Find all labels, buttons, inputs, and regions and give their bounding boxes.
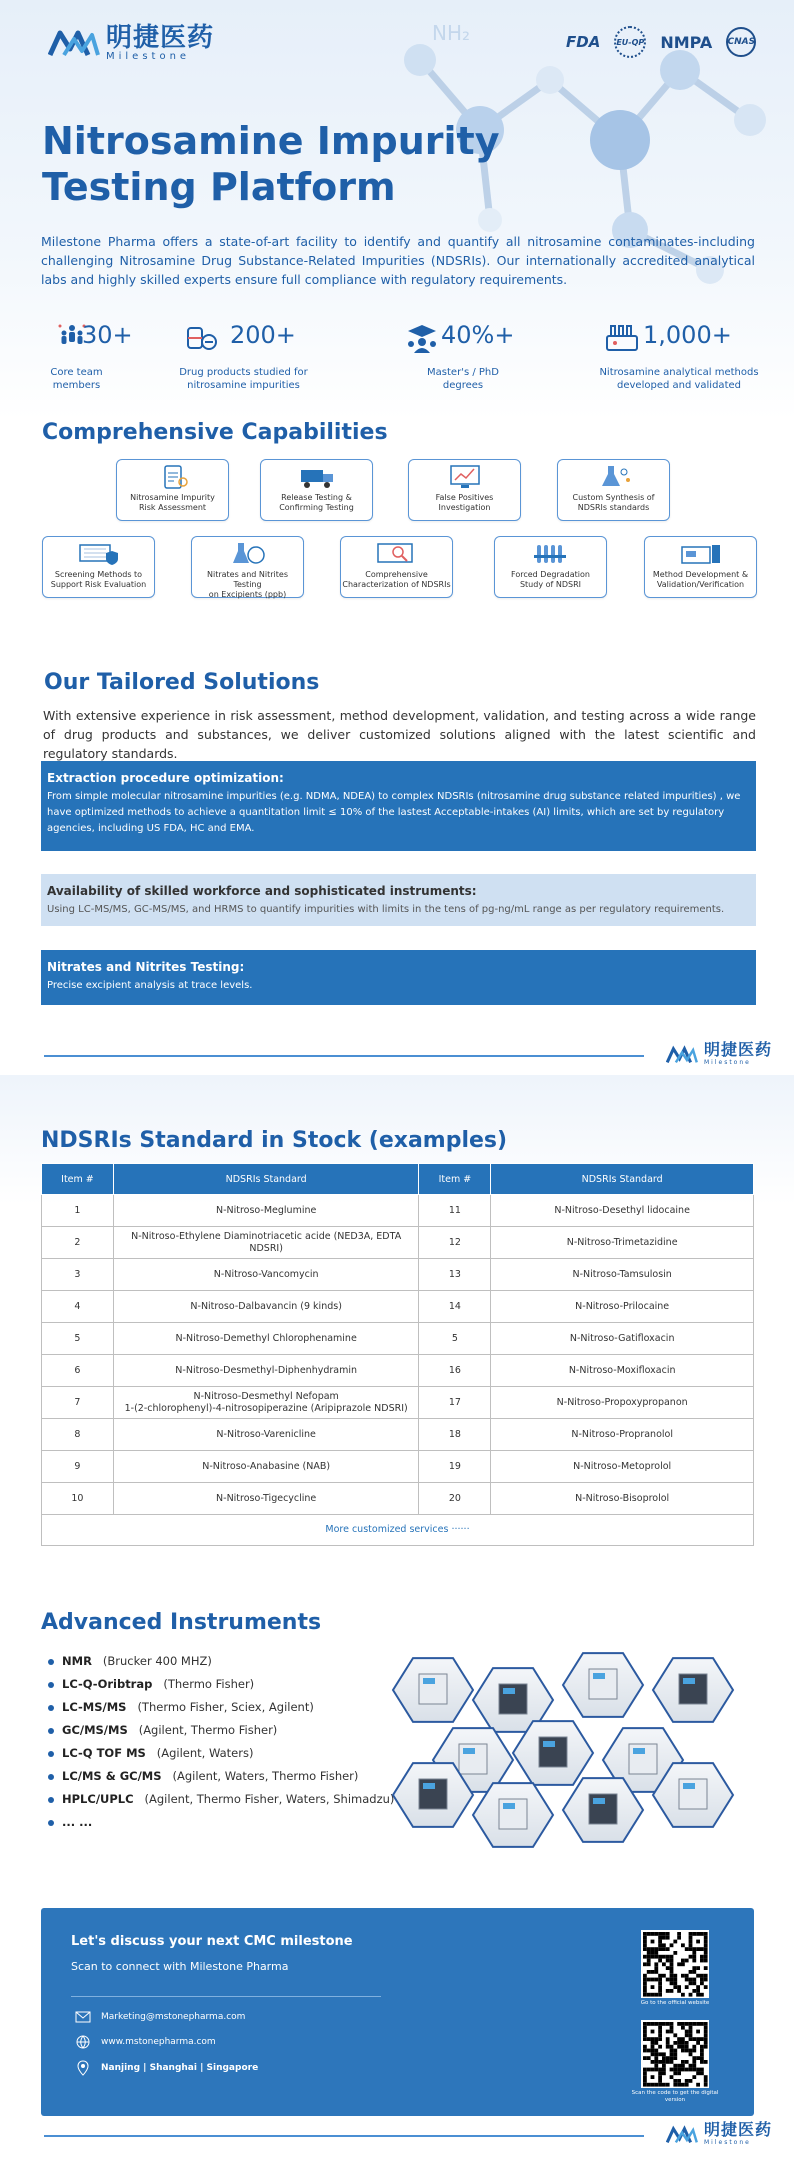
instrument-screen [593,1673,605,1679]
instrument-item: HPLC/UPLC (Agilent, Thermo Fisher, Waters, Shimadzu) [48,1788,408,1811]
table-cell: 17 [419,1387,491,1419]
stat-drugs-num: 200+ [230,321,296,349]
cert-logos [566,26,756,58]
cap-nitrates-testing: Nitrates and Nitrites Testing on Excipients (ppb) [191,536,304,598]
instrument-screen [503,1803,515,1809]
standards-title: NDSRIs Standard in Stock (examples) [41,1128,508,1153]
stat-methods-label: Nitrosamine analytical methods developed and validated [599,367,759,391]
solution-desc: From simple molecular nitrosamine impurities (e.g. NDMA, NDEA) to complex NDSRIs (nitrosamine drug substance related impurities) , we have optimized methods to achieve a quantitation limit ≤ 10% of the lastest Acceptable-intakes (AI) limits, which are set by regulatory agencies, including US FDA, HC and EMA. [47,791,741,834]
instrument-screen [683,1678,695,1684]
solution-desc: Using LC-MS/MS, GC-MS/MS, and HRMS to quantify impurities with limits in the tens of pg-ng/mL range as per regulatory requirements. [47,904,725,915]
bullet-icon [48,1705,54,1711]
cnas-logo: CNAS [726,27,756,57]
table-cell: 8 [42,1419,114,1451]
table-cell: 10 [42,1483,114,1515]
footer-logo: 明捷医药 Milestone [666,1042,772,1068]
table-row [42,1483,754,1515]
table-header: Item # [419,1164,491,1195]
contact-web[interactable]: www.mstonepharma.com [75,2035,216,2049]
table-cell: 4 [42,1291,114,1323]
title-line-2: Testing Platform [42,165,396,209]
cap-forced-degradation: Forced Degradation Study of NDSRI [494,536,607,598]
contact-locations: Nanjing | Shanghai | Singapore [75,2060,258,2076]
table-cell: N-Nitroso-Tamsulosin [491,1259,754,1291]
milestone-logo-icon [48,27,100,59]
solution-extraction [41,761,756,851]
bullet-icon [48,1774,54,1780]
table-row [42,1323,754,1355]
stat-degrees-label: Master's / PhD degrees [427,367,499,391]
solution-title: Nitrates and Nitrites Testing: [47,960,245,974]
bullet-icon [48,1682,54,1688]
standards-table [41,1163,754,1546]
table-row [42,1259,754,1291]
fda-logo: FDA [566,33,601,51]
table-cell: N-Nitroso-Prilocaine [491,1291,754,1323]
table-row [42,1291,754,1323]
contact-headline: Let's discuss your next CMC milestone [71,1934,353,1949]
table-cell: 9 [42,1451,114,1483]
table-cell: 12 [419,1227,491,1259]
tubes-icon [531,541,571,567]
table-cell: N-Nitroso-Trimetazidine [491,1227,754,1259]
qr2-caption: Scan the code to get the digital version [631,2090,719,2103]
brand-cn: 明捷医药 [106,23,215,53]
table-cell: N-Nitroso-Demethyl Chlorophenamine [113,1323,419,1355]
graduate-icon [405,322,439,354]
table-cell: 11 [419,1195,491,1227]
stat-team-num: 30+ [82,321,133,349]
cap-method-development: Method Development & Validation/Verification [644,536,757,598]
bottom-divider [44,2135,644,2137]
contact-email[interactable]: Marketing@mstonepharma.com [75,2010,245,2024]
stat-drugs-label: Drug products studied for nitrosamine impurities [179,367,308,391]
table-row [42,1387,754,1419]
solution-desc: Precise excipient analysis at trace levels. [47,980,253,991]
table-cell: N-Nitroso-Propoxypropanon [491,1387,754,1419]
table-row [42,1419,754,1451]
more-services-link[interactable]: More customized services ······ [42,1515,754,1546]
table-cell: N-Nitroso-Moxifloxacin [491,1355,754,1387]
solution-title: Extraction procedure optimization: [47,771,284,785]
instrument-item: LC-Q TOF MS (Agilent, Waters) [48,1742,408,1765]
instrument-screen [633,1748,645,1754]
table-cell: 20 [419,1483,491,1515]
solution-workforce [41,874,756,926]
intro-text: Milestone Pharma offers a state-of-art facility to identify and quantify all nitrosamine contaminates-including challenging Nitrosamine Drug Substance-Related Impurities (NDSRIs). Our internationally accredited analytical labs and highly skilled experts ensure full compliance with regulatory requirements. [41,234,755,287]
bullet-icon [48,1751,54,1757]
table-cell: N-Nitroso-Meglumine [113,1195,419,1227]
table-cell: 1 [42,1195,114,1227]
instrument-item: NMR (Brucker 400 MHZ) [48,1650,408,1673]
instrument-item: GC/MS/MS (Agilent, Thermo Fisher) [48,1719,408,1742]
instrument-item: LC/MS & GC/MS (Agilent, Waters, Thermo Fisher) [48,1765,408,1788]
hero-background [0,0,794,420]
capabilities-title: Comprehensive Capabilities [42,420,388,445]
truck-icon [297,464,337,490]
solutions-lead: With extensive experience in risk assessment, method development, validation, and testing across a wide range of drug products and substances, we deliver customized solutions aligned with the latest scientific and regulatory standards. [43,708,756,761]
instruments-title: Advanced Instruments [41,1610,322,1635]
table-cell: 5 [42,1323,114,1355]
contact-panel [41,1908,754,2116]
bullet-icon [48,1659,54,1665]
monitor-chart-icon [445,464,485,490]
testing-icon [228,541,268,567]
table-cell: 2 [42,1227,114,1259]
globe-icon [75,2035,91,2049]
cap-custom-synthesis: Custom Synthesis of NDSRIs standards [557,459,670,521]
bullet-icon [48,1820,54,1826]
milestone-logo-icon [666,2125,698,2145]
table-header: NDSRIs Standard [113,1164,419,1195]
divider-line [44,1055,644,1057]
table-row [42,1227,754,1259]
instrument-screen [683,1783,695,1789]
table-cell: N-Nitroso-Varenicline [113,1419,419,1451]
table-cell: 7 [42,1387,114,1419]
table-cell: N-Nitroso-Dalbavancin (9 kinds) [113,1291,419,1323]
qr-code-website[interactable] [641,1930,709,1998]
cap-release-testing: Release Testing & Confirming Testing [260,459,373,521]
table-cell: N-Nitroso-Gatifloxacin [491,1323,754,1355]
qr1-caption: Go to the official website [640,2000,710,2006]
table-cell: N-Nitroso-Ethylene Diaminotriacetic acide (NED3A, EDTA NDSRI) [113,1227,419,1259]
table-cell: 18 [419,1419,491,1451]
screening-icon [74,541,124,567]
solution-nitrates [41,950,756,1005]
instrument-list [48,1650,408,1834]
table-cell: 16 [419,1355,491,1387]
lab-icon [605,322,639,354]
stat-team-label: Core team members [50,367,103,391]
mail-icon [75,2010,91,2024]
table-cell: 19 [419,1451,491,1483]
magnifier-icon [374,541,420,567]
table-cell: N-Nitroso-Propranolol [491,1419,754,1451]
instrument-icon [678,541,724,567]
clipboard-icon [153,464,193,490]
contact-divider [71,1996,381,1997]
table-cell: N-Nitroso-Desmethyl-Diphenhydramin [113,1355,419,1387]
brand-en: Milestone [106,51,191,62]
stat-degrees-num: 40%+ [441,321,515,349]
cap-characterization: Comprehensive Characterization of NDSRIs [340,536,453,598]
instrument-screen [423,1678,435,1684]
table-cell: 14 [419,1291,491,1323]
cap-risk-assessment: Nitrosamine Impurity Risk Assessment [116,459,229,521]
table-cell: N-Nitroso-Vancomycin [113,1259,419,1291]
table-cell: 5 [419,1323,491,1355]
instrument-item: ... ... [48,1811,408,1834]
instrument-screen [503,1688,515,1694]
brand-logo[interactable] [48,24,214,62]
instrument-screen [543,1741,555,1747]
table-cell: N-Nitroso-Desmethyl Nefopam 1-(2-chlorophenyl)-4-nitrosopiperazine (Aripiprazole NDSRI) [113,1387,419,1419]
table-cell: N-Nitroso-Metoprolol [491,1451,754,1483]
qr-code-digital[interactable] [641,2020,709,2088]
flask-icon [594,464,634,490]
bottom-logo: 明捷医药 Milestone [666,2122,772,2148]
stat-methods-num: 1,000+ [643,321,732,349]
title-line-1: Nitrosamine Impurity [42,119,500,163]
bullet-icon [48,1797,54,1803]
page-title [42,118,499,210]
euqp-logo: EU-QP [614,26,646,58]
nmpa-logo: NMPA [660,32,713,52]
table-row [42,1195,754,1227]
solution-title: Availability of skilled workforce and sophisticated instruments: [47,884,477,898]
instrument-screen [463,1748,475,1754]
table-row [42,1355,754,1387]
table-row [42,1451,754,1483]
table-cell: N-Nitroso-Tigecycline [113,1483,419,1515]
cap-screening-methods: Screening Methods to Support Risk Evaluation [42,536,155,598]
contact-sub: Scan to connect with Milestone Pharma [71,1960,289,1973]
table-cell: N-Nitroso-Desethyl lidocaine [491,1195,754,1227]
location-pin-icon [75,2060,91,2076]
solutions-title: Our Tailored Solutions [44,670,320,695]
drug-icon [185,322,219,354]
table-cell: 13 [419,1259,491,1291]
table-cell: 6 [42,1355,114,1387]
instrument-screen [593,1798,605,1804]
table-cell: 3 [42,1259,114,1291]
instrument-item: LC-Q-Oribtrap (Thermo Fisher) [48,1673,408,1696]
instrument-screen [423,1783,435,1789]
cap-false-positives: False Positives Investigation [408,459,521,521]
table-header: Item # [42,1164,114,1195]
table-cell: N-Nitroso-Bisoprolol [491,1483,754,1515]
instrument-photos [385,1645,737,1855]
milestone-logo-icon [666,1045,698,1065]
table-cell: N-Nitroso-Anabasine (NAB) [113,1451,419,1483]
svg-text:NH₂: NH₂ [432,21,471,45]
instrument-item: LC-MS/MS (Thermo Fisher, Sciex, Agilent) [48,1696,408,1719]
table-header: NDSRIs Standard [491,1164,754,1195]
bullet-icon [48,1728,54,1734]
